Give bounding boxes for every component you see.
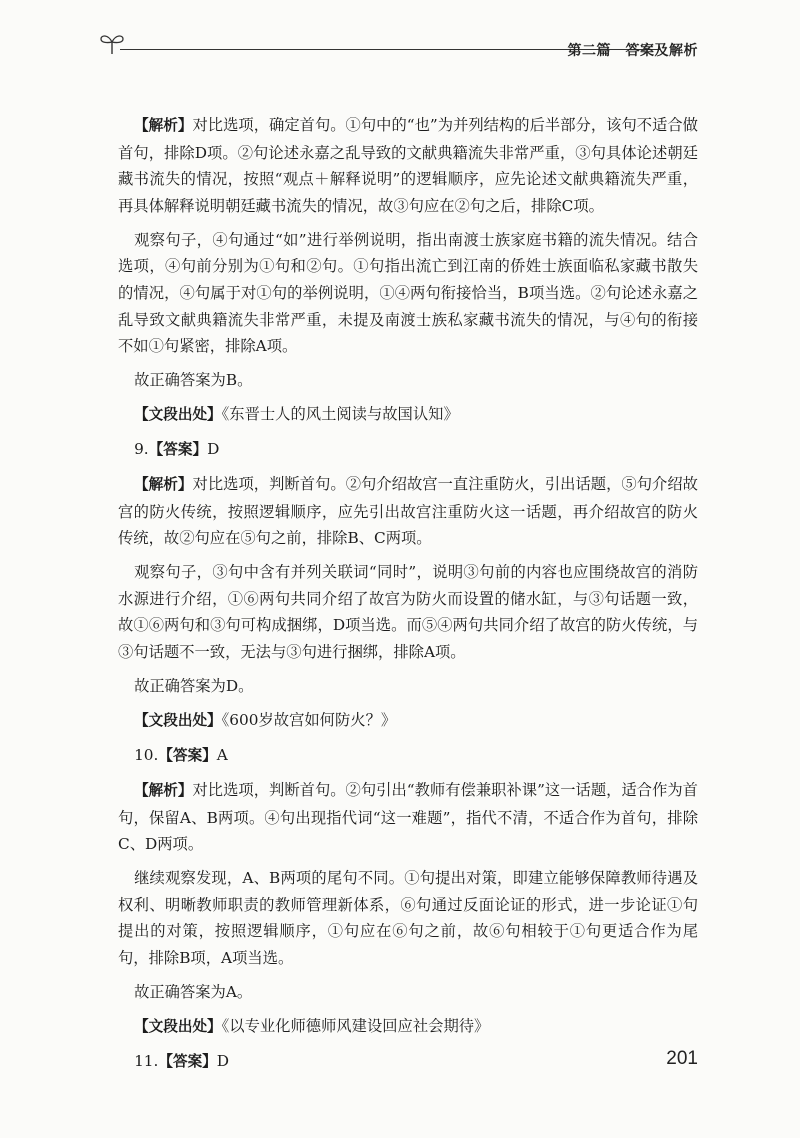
q9-analysis	[118, 471, 698, 552]
q10-source	[118, 1013, 698, 1041]
q8-conclusion: 故正确答案为B。	[134, 371, 253, 390]
q8-analysis	[118, 112, 698, 219]
answer-value: D	[207, 440, 220, 459]
running-header	[98, 30, 698, 70]
q9-conclusion: 故正确答案为D。	[134, 677, 254, 696]
analysis-label: 【解析】	[134, 117, 193, 134]
page-number: 201	[666, 1048, 698, 1069]
q11-answer	[118, 1048, 698, 1076]
source-label: 【文段出处】	[134, 712, 222, 729]
q10-conclusion: 故正确答案为A。	[134, 982, 253, 1001]
answer-value: A	[216, 745, 228, 764]
answer-label: 【答案】	[158, 1052, 217, 1070]
section-title: 第二篇 答案及解析	[567, 43, 698, 59]
answer-content	[118, 112, 698, 1083]
q10-answer	[118, 742, 698, 770]
question-number: 10.	[134, 745, 159, 764]
q8-source	[118, 401, 698, 429]
q9-source	[118, 707, 698, 735]
source-title: 《600岁故宫如何防火？》	[221, 711, 397, 729]
analysis-text: 对比选项，判断首句。②句介绍故宫一直注重防火，引出话题，⑤句介绍故宫的防火传统，按照逻辑顺序，应先引出故宫注重防火这一话题，再介绍故宫的防火传统，故②句应在⑤句之前，排除B、C两项。	[118, 475, 698, 548]
source-label: 【文段出处】	[134, 1017, 222, 1035]
answer-label: 【答案】	[148, 441, 208, 459]
q10-analysis	[118, 777, 698, 858]
question-number: 9.	[134, 440, 149, 459]
answer-label: 【答案】	[158, 746, 217, 764]
analysis-text: 对比选项，确定首句。①句中的“也”为并列结构的后半部分，该句不适合做首句，排除D项。②句论述永嘉之乱导致的文献典籍流失非常严重，③句具体论述朝廷藏书流失的情况，按照“观点＋解释说明”的逻辑顺序，应先论述文献典籍流失严重，再具体解释说明朝廷藏书流失的情况，故③句应在②句之后，排除C项。	[118, 116, 698, 215]
source-title: 《东晋士人的风土阅读与故国认知》	[221, 405, 459, 424]
answer-value: D	[216, 1051, 230, 1070]
q8-observation: 观察句子，④句通过“如”进行举例说明，指出南渡士族家庭书籍的流失情况。结合选项，④句前分别为①句和②句。①句指出流亡到江南的侨姓士族面临私家藏书散失的情况，④句属于对①句的举例说明，①④两句衔接恰当，B项当选。②句论述永嘉之乱导致文献典籍流失非常严重，未提及南渡士族私家藏书流失的情况，与④句的衔接不如①句紧密，排除A项。	[118, 230, 698, 356]
sprout-icon	[98, 30, 126, 56]
q10-observation: 继续观察发现，A、B两项的尾句不同。①句提出对策，即建立能够保障教师待遇及权利、明晰教师职责的教师管理新体系，⑥句通过反面论证的形式，进一步论证①句提出的对策，按照逻辑顺序，①句应在⑥句之前，故⑥句相较于①句更适合作为尾句，排除B项，A项当选。	[118, 869, 698, 967]
analysis-text: 对比选项，判断首句。②句引出“教师有偿兼职补课”这一话题，适合作为首句，保留A、B两项。④句出现指代词“这一难题”，指代不清，不适合作为首句，排除C、D两项。	[118, 780, 698, 854]
analysis-label: 【解析】	[134, 476, 193, 494]
analysis-label: 【解析】	[134, 781, 193, 799]
q9-answer	[118, 436, 698, 464]
question-number: 11.	[134, 1051, 159, 1070]
q9-observation: 观察句子，③句中含有并列关联词“同时”，说明③句前的内容也应围绕故宫的消防水源进行介绍，①⑥两句共同介绍了故宫为防火而设置的储水缸，与③句话题一致，故①⑥两句和③句可构成捆绑，D项当选。而⑤④两句共同介绍了故宫的防火传统，与③句话题不一致，无法与③句进行捆绑，排除A项。	[118, 563, 698, 662]
source-title: 《以专业化师德师风建设回应社会期待》	[221, 1016, 490, 1035]
source-label: 【文段出处】	[134, 406, 222, 424]
